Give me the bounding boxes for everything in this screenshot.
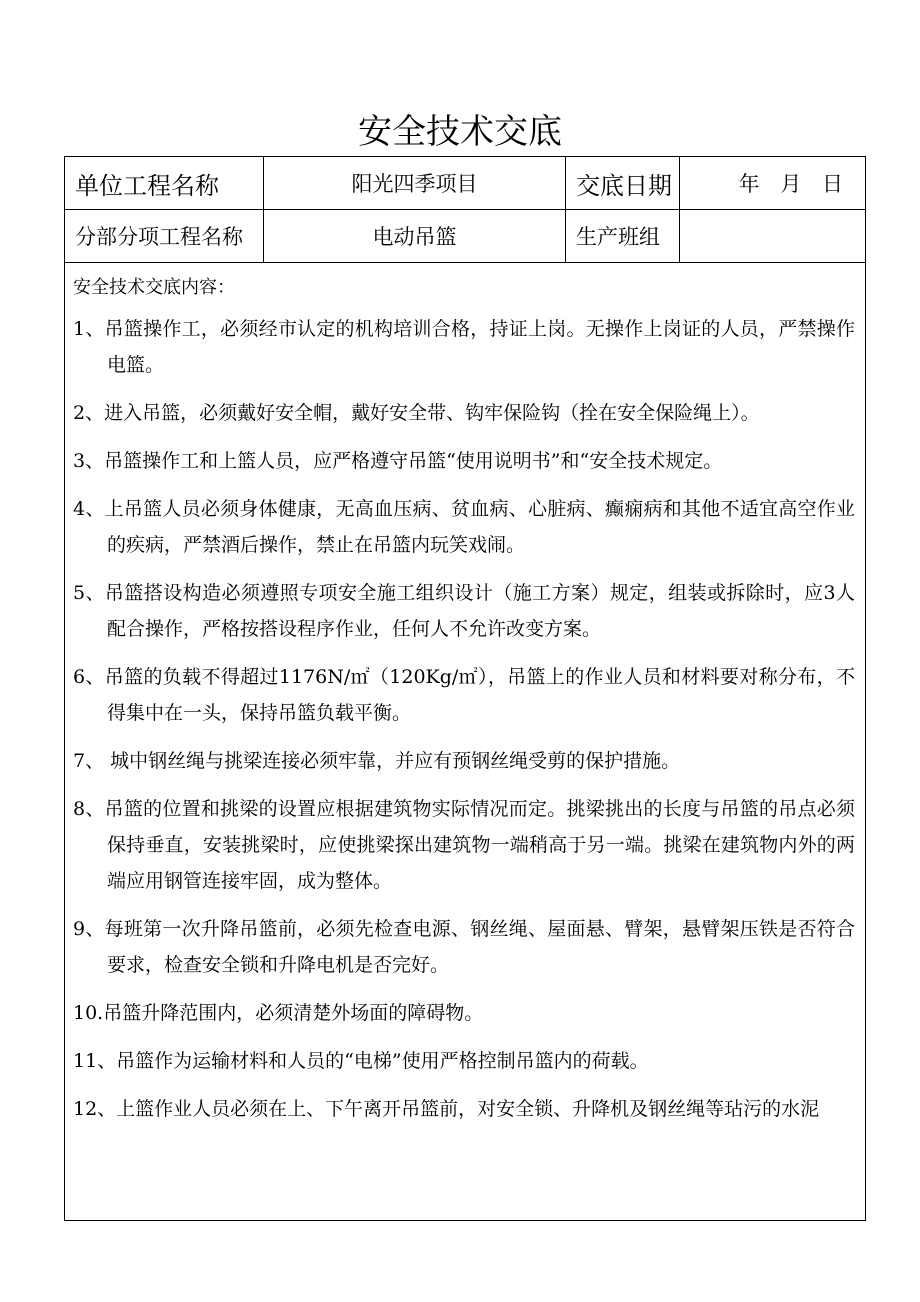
header-row-subproject: [65, 210, 866, 263]
content-cell: [65, 263, 866, 1221]
document-title: 安全技术交底: [358, 112, 562, 152]
briefing-item: 6、吊篮的负载不得超过1176N/㎡（120Kg/㎡），吊篮上的作业人员和材料要对称分布，不得集中在一头，保持吊篮负载平衡。: [73, 666, 855, 724]
date-day: 日: [822, 172, 843, 196]
briefing-item: 4、上吊篮人员必须身体健康，无高血压病、贫血病、心脏病、癫痫病和其他不适宜高空作业的疾病，严禁酒后操作，禁止在吊篮内玩笑戏闹。: [73, 498, 855, 556]
sub-project-label: 分部分项工程名称: [65, 210, 264, 263]
briefing-items: [73, 311, 855, 1127]
team-value: [680, 210, 866, 263]
briefing-table: [64, 156, 866, 1221]
briefing-item: 11、吊篮作为运输材料和人员的“电梯”使用严格控制吊篮内的荷载。: [73, 1050, 649, 1072]
briefing-item: 12、上篮作业人员必须在上、下午离开吊篮前，对安全锁、升降机及钢丝绳等玷污的水泥: [73, 1098, 820, 1120]
unit-project-label: 单位工程名称: [65, 157, 264, 210]
sub-project-value: 电动吊篮: [264, 210, 566, 263]
briefing-item: 7、 城中钢丝绳与挑梁连接必须牢靠，并应有预钢丝绳受剪的保护措施。: [73, 750, 681, 772]
header-row-unit: [65, 157, 866, 210]
content-row: [65, 263, 866, 1221]
briefing-item: 8、吊篮的位置和挑梁的设置应根据建筑物实际情况而定。挑梁挑出的长度与吊篮的吊点必须保持垂直，安装挑梁时，应使挑梁探出建筑物一端稍高于另一端。挑梁在建筑物内外的两端应用钢管连接牢固，成为整体。: [73, 798, 855, 892]
briefing-item: 9、每班第一次升降吊篮前，必须先检查电源、钢丝绳、屋面悬、臂架，悬臂架压铁是否符合要求，检查安全锁和升降电机是否完好。: [73, 918, 855, 976]
briefing-item: 5、吊篮搭设构造必须遵照专项安全施工组织设计（施工方案）规定，组装或拆除时，应3人配合操作，严格按搭设程序作业，任何人不允许改变方案。: [73, 582, 855, 640]
briefing-item: 3、吊篮操作工和上篮人员，应严格遵守吊篮“使用说明书”和“安全技术规定。: [73, 450, 723, 472]
date-month: 月: [780, 172, 802, 196]
date-value: [680, 157, 866, 210]
team-label: 生产班组: [566, 210, 680, 263]
unit-project-value: 阳光四季项目: [264, 157, 566, 210]
date-year: 年: [738, 172, 760, 196]
briefing-item: 2、进入吊篮，必须戴好安全帽，戴好安全带、钩牢保险钩（拴在安全保险绳上）。: [73, 402, 760, 424]
content-heading: 安全技术交底内容：: [73, 277, 235, 298]
briefing-item: 10.吊篮升降范围内，必须清楚外场面的障碍物。: [73, 1002, 484, 1024]
briefing-item: 1、吊篮操作工，必须经市认定的机构培训合格，持证上岗。无操作上岗证的人员，严禁操作电篮。: [73, 318, 855, 376]
date-label: 交底日期: [566, 157, 680, 210]
